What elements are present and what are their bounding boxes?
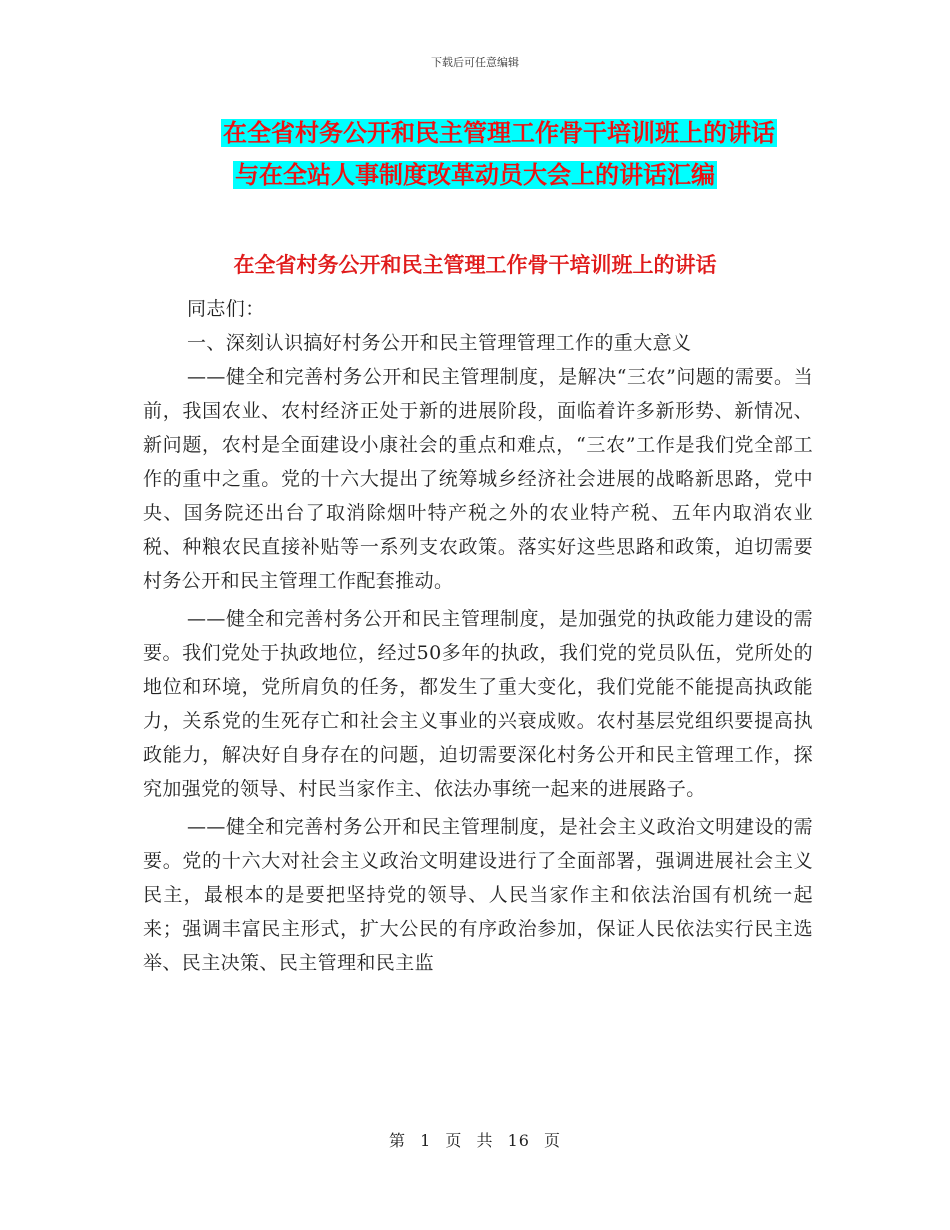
document-title-line-1 xyxy=(0,116,950,150)
footer-label-total: 共 xyxy=(476,1131,494,1150)
paragraph-2: ——健全和完善村务公开和民主管理制度，是加强党的执政能力建设的需要。我们党处于执政地位，经过50多年的执政，我们党的党员队伍，党所处的地位和环境，党所肩负的任务，都发生了重大变化，我们党能不能提高执政能力，关系党的生死存亡和社会主义事业的兴衰成败。农村基层党组织要提高执政能力，解决好自身存在的问题，迫切需要深化村务公开和民主管理工作，探究加强党的领导、村民当家作主、依法办事统一起来的进展路子。 xyxy=(143,608,813,800)
footer-current-page: 1 xyxy=(420,1131,432,1150)
footer-label-page: 第 xyxy=(388,1131,406,1150)
title-line-2-text: 与在全站人事制度改革动员大会上的讲话汇编 xyxy=(235,161,715,189)
footer-total-pages: 16 xyxy=(507,1131,530,1150)
footer-label-unit: 页 xyxy=(445,1131,463,1150)
salutation: 同志们： xyxy=(187,298,265,320)
body-text xyxy=(143,292,813,980)
page-footer xyxy=(0,1128,950,1151)
paragraph-1: ——健全和完善村务公开和民主管理制度，是解决“三农”问题的需要。当前，我国农业、农村经济正处于新的进展阶段，面临着许多新形势、新情况、新问题，农村是全面建设小康社会的重点和难点，“三农”工作是我们党全部工作的重中之重。党的十六大提出了统筹城乡经济社会进展的战略新思路，党中央、国务院还出台了取消除烟叶特产税之外的农业特产税、五年内取消农业税、种粮农民直接补贴等一系列支农政策。落实好这些思路和政策，迫切需要村务公开和民主管理工作配套推动。 xyxy=(143,366,813,592)
footer-label-unit-2: 页 xyxy=(544,1131,562,1150)
paragraph-3: ——健全和完善村务公开和民主管理制度，是社会主义政治文明建设的需要。党的十六大对社会主义政治文明建设进行了全面部署，强调进展社会主义民主，最根本的是要把坚持党的领导、人民当家作主和依法治国有机统一起来；强调丰富民主形式，扩大公民的有序政治参加，保证人民依法实行民主选举、民主决策、民主管理和民主监 xyxy=(143,816,813,974)
header-note: 下载后可任意编辑 xyxy=(431,56,519,69)
title-line-1-text: 在全省村务公开和民主管理工作骨干培训班上的讲话 xyxy=(223,119,775,147)
heading-one: 一、深刻认识搞好村务公开和民主管理管理工作的重大意义 xyxy=(187,332,692,354)
section-title: 在全省村务公开和民主管理工作骨干培训班上的讲话 xyxy=(233,253,717,277)
document-title-line-2 xyxy=(0,158,950,192)
